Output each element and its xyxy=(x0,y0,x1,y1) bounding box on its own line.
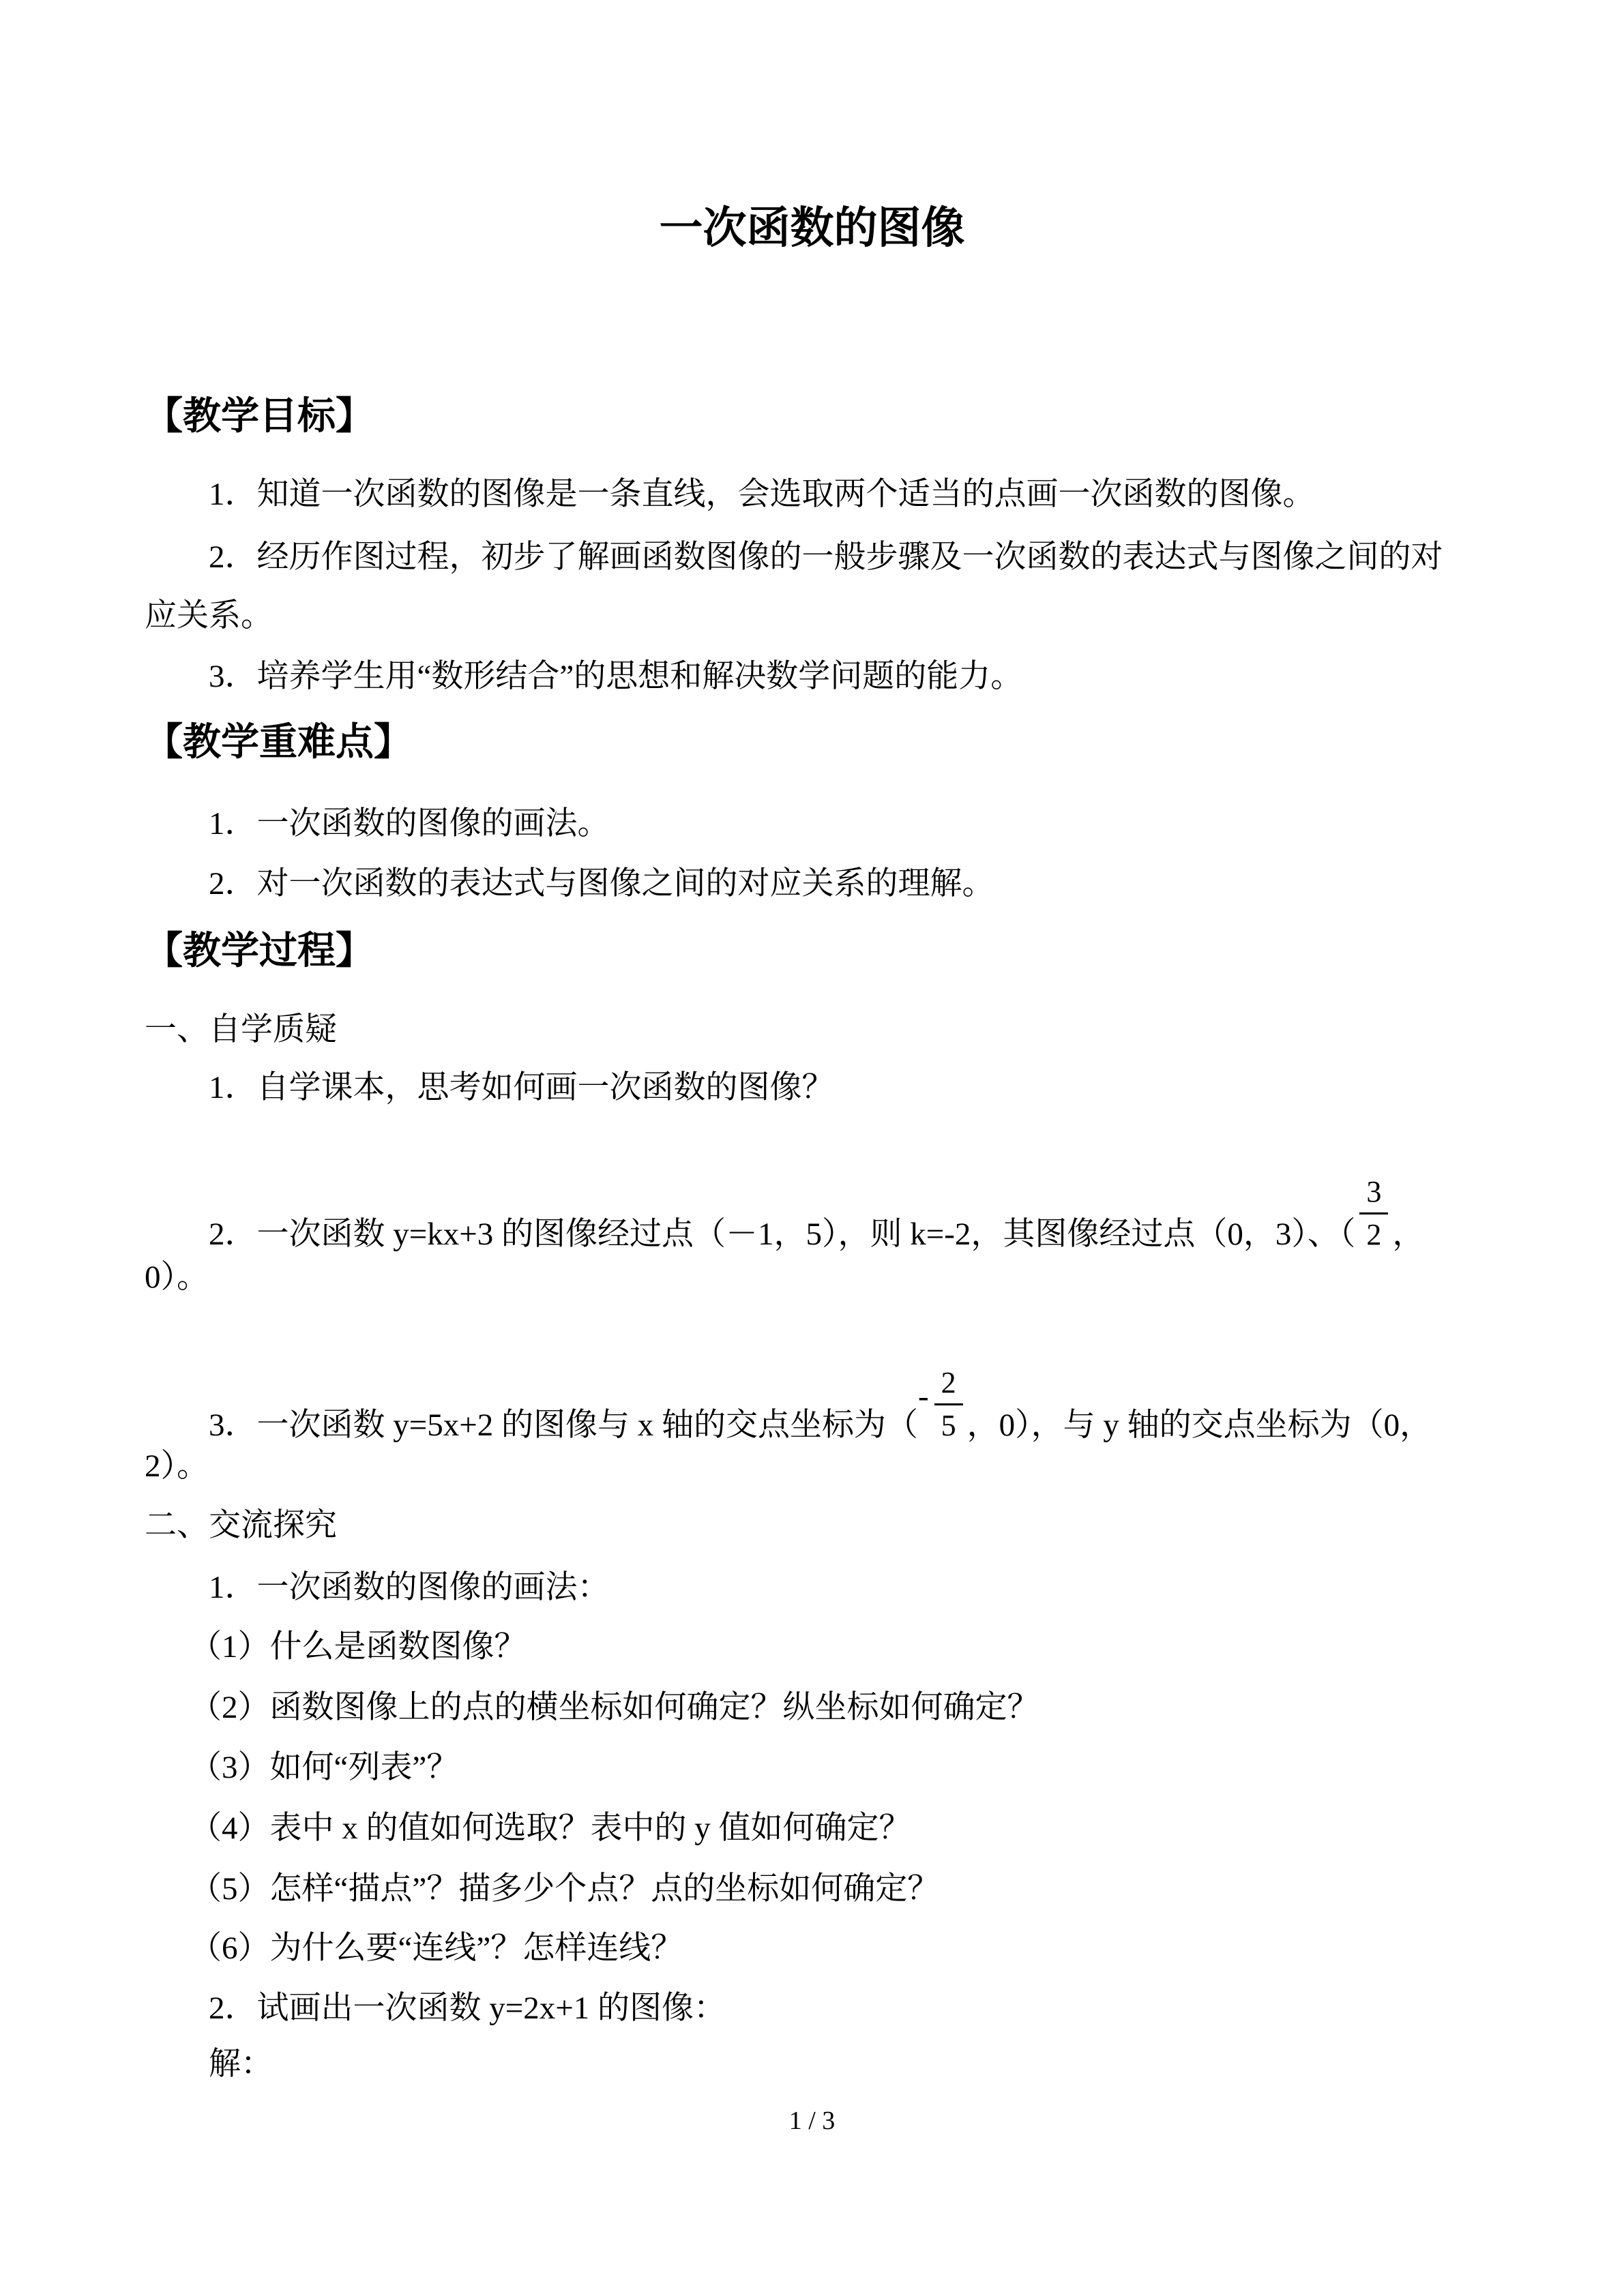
page-number: 1 / 3 xyxy=(788,2106,836,2135)
objective-item-2: 2．经历作图过程，初步了解画函数图像的一般步骤及一次函数的表达式与图像之间的对 xyxy=(209,539,1443,575)
sub-question-2: （2）函数图像上的点的横坐标如何确定？纵坐标如何确定？ xyxy=(190,1690,1039,1725)
section-1-question-3-continuation: 2）。 xyxy=(145,1448,209,1484)
section-1-question-1: 1．自学课本，思考如何画一次函数的图像？ xyxy=(209,1070,834,1105)
section-1-question-2 xyxy=(209,1177,1424,1257)
fraction-three-halves xyxy=(1359,1177,1388,1250)
key-point-1: 1．一次函数的图像的画法。 xyxy=(209,806,610,841)
key-point-2: 2．对一次函数的表达式与图像之间的对应关系的理解。 xyxy=(209,866,994,901)
section-2-question-1: 1．一次函数的图像的画法： xyxy=(209,1570,610,1605)
section-1-question-2-text: 2．一次函数 y=kx+3 的图像经过点（－1，5），则 k=-2，其图像经过点（0，3）、（ xyxy=(209,1217,1356,1252)
fraction-two-fifths xyxy=(934,1368,963,1441)
sub-question-4: （4）表中 x 的值如何选取？表中的 y 值如何确定？ xyxy=(190,1810,911,1846)
fraction-denominator: 2 xyxy=(1366,1218,1382,1251)
objective-item-3: 3．培养学生用“数形结合”的思想和解决数学问题的能力。 xyxy=(209,659,1023,694)
fraction-denominator: 5 xyxy=(941,1409,956,1442)
section-2-title: 二、交流探究 xyxy=(145,1508,337,1543)
section-1-question-3 xyxy=(209,1368,1432,1448)
objective-item-1: 1．知道一次函数的图像是一条直线，会选取两个适当的点画一次函数的图像。 xyxy=(209,477,1315,512)
fraction-minus-sign: - xyxy=(918,1379,929,1414)
page-title: 一次函数的图像 xyxy=(659,204,965,252)
sub-question-5: （5）怎样“描点”？描多少个点？点的坐标如何确定？ xyxy=(190,1871,940,1907)
section-1-question-2-continuation: 0）。 xyxy=(145,1259,209,1295)
fraction-numerator: 3 xyxy=(1359,1177,1388,1214)
section-1-question-3-tail: ，0），与 y 轴的交点坐标为（0， xyxy=(966,1407,1432,1443)
sub-question-6: （6）为什么要“连线”？怎样连线？ xyxy=(190,1930,683,1966)
heading-objectives: 【教学目标】 xyxy=(145,396,374,438)
heading-key-points: 【教学重难点】 xyxy=(145,721,412,764)
section-2-question-2: 2．试画出一次函数 y=2x+1 的图像： xyxy=(209,1991,726,2026)
heading-process: 【教学过程】 xyxy=(145,930,374,972)
fraction-numerator: 2 xyxy=(934,1368,963,1405)
section-1-question-3-text: 3．一次函数 y=5x+2 的图像与 x 轴的交点坐标为（ xyxy=(209,1407,919,1443)
section-1-title: 一、自学质疑 xyxy=(145,1012,337,1047)
sub-question-1: （1）什么是函数图像？ xyxy=(190,1629,527,1665)
solution-label: 解： xyxy=(209,2046,273,2082)
sub-question-3: （3）如何“列表”？ xyxy=(190,1750,459,1785)
objective-item-2-continuation: 应关系。 xyxy=(145,598,273,633)
section-1-question-2-tail: ， xyxy=(1392,1217,1425,1252)
